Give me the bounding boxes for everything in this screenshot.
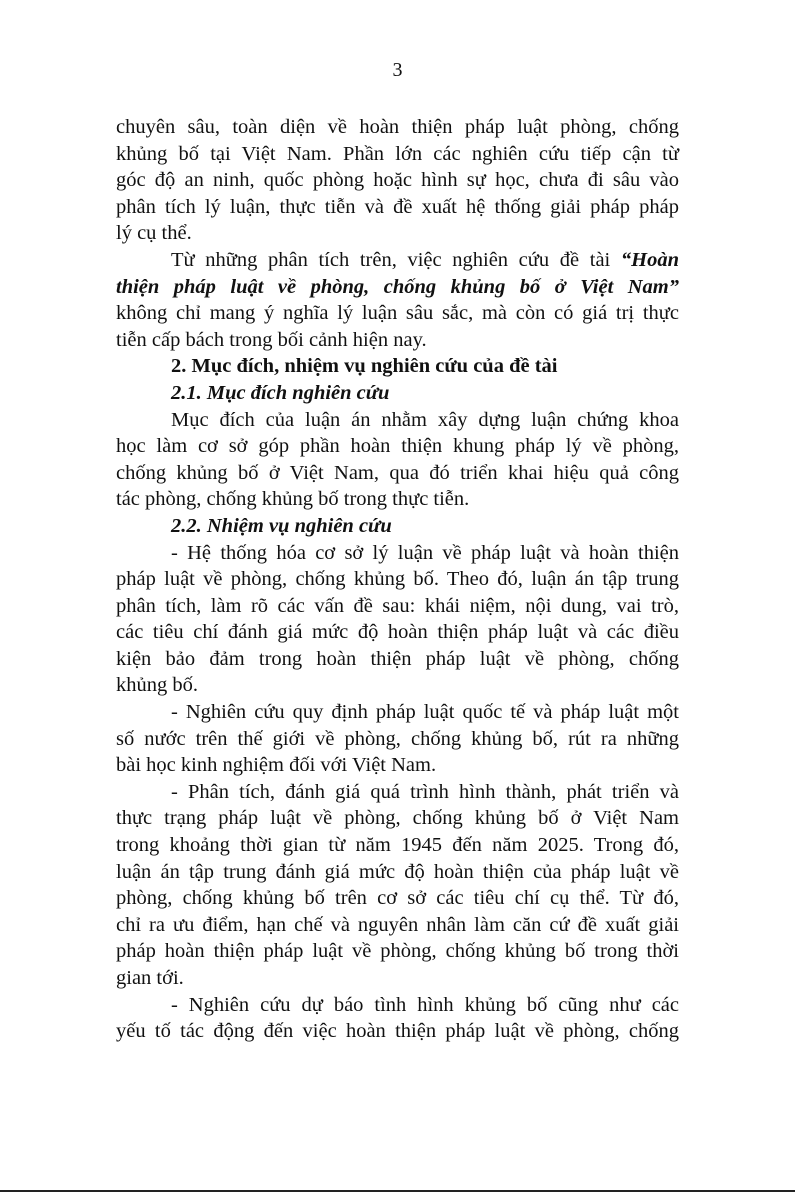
paragraph-task-1 <box>116 540 679 700</box>
text-line: yếu tố tác động đến việc hoàn thiện pháp luật về phòng, chống <box>116 1020 679 1043</box>
paragraph-intro-continuation <box>116 114 679 247</box>
thesis-title-line: thiện pháp luật về phòng, chống khủng bố ở Việt Nam” <box>116 275 679 298</box>
section-heading: 2. Mục đích, nhiệm vụ nghiên cứu của đề tài <box>171 355 558 378</box>
text-line: phân tích, làm rõ các vấn đề sau: khái niệm, nội dung, vai trò, <box>116 594 679 617</box>
subsection-heading-purpose: 2.1. Mục đích nghiên cứu <box>171 381 390 404</box>
paragraph-task-4 <box>116 992 679 1045</box>
text-line: - Nghiên cứu dự báo tình hình khủng bố cũng như các <box>171 993 679 1016</box>
text-line: không chỉ mang ý nghĩa lý luận sâu sắc, mà còn có giá trị thực <box>116 302 679 325</box>
paragraph-task-3 <box>116 779 679 992</box>
text-line: kiện bảo đảm trong hoàn thiện pháp luật về phòng, chống <box>116 647 679 670</box>
thesis-title-part: “Hoàn <box>620 248 679 271</box>
text-line: - Hệ thống hóa cơ sở lý luận về pháp luật và hoàn thiện <box>171 541 679 564</box>
page-number: 3 <box>392 59 403 81</box>
text-line <box>116 247 679 274</box>
text-line: các tiêu chí đánh giá mức độ hoàn thiện pháp luật và các điều <box>116 621 679 644</box>
text-line: chỉ ra ưu điểm, hạn chế và nguyên nhân làm căn cứ đề xuất giải <box>116 913 679 936</box>
text-line: tác phòng, chống khủng bố trong thực tiễn. <box>116 488 470 511</box>
text-line: luận án tập trung đánh giá mức độ hoàn thiện của pháp luật về <box>116 860 679 883</box>
text-line: học làm cơ sở góp phần hoàn thiện khung pháp lý về phòng, <box>116 435 679 458</box>
text-line: tiễn cấp bách trong bối cảnh hiện nay. <box>116 328 427 351</box>
text-line: pháp hoàn thiện pháp luật về phòng, chống khủng bố trong thời <box>116 940 679 963</box>
document-body <box>116 114 679 1045</box>
text-line: thực trạng pháp luật về phòng, chống khủng bố ở Việt Nam <box>116 807 679 830</box>
subsection-heading-tasks: 2.2. Nhiệm vụ nghiên cứu <box>171 514 392 537</box>
text-line: lý cụ thể. <box>116 222 192 245</box>
text-run: Từ những phân tích trên, việc nghiên cứu đề tài <box>171 248 621 271</box>
text-line: - Nghiên cứu quy định pháp luật quốc tế và pháp luật một <box>171 701 679 724</box>
paragraph-task-2 <box>116 699 679 779</box>
text-line: bài học kinh nghiệm đối với Việt Nam. <box>116 754 437 777</box>
text-line: chống khủng bố ở Việt Nam, qua đó triển khai hiệu quả công <box>116 461 679 484</box>
text-line: phân tích lý luận, thực tiễn và đề xuất hệ thống giải pháp pháp <box>116 195 679 218</box>
text-line: pháp luật về phòng, chống khủng bố. Theo đó, luận án tập trung <box>116 568 679 591</box>
text-line: phòng, chống khủng bố trên cơ sở các tiêu chí cụ thể. Từ đó, <box>116 887 679 910</box>
text-line: góc độ an ninh, quốc phòng hoặc hình sự học, chưa đi sâu vào <box>116 169 679 192</box>
text-line: gian tới. <box>116 967 184 989</box>
text-line: trong khoảng thời gian từ năm 1945 đến năm 2025. Trong đó, <box>116 834 679 857</box>
text-line: chuyên sâu, toàn diện về hoàn thiện pháp luật phòng, chống <box>116 116 679 138</box>
text-line: số nước trên thế giới về phòng, chống khủng bố, rút ra những <box>116 727 679 750</box>
text-line: khủng bố. <box>116 674 198 697</box>
paragraph-purpose <box>116 407 679 513</box>
paragraph-topic-rationale <box>116 247 679 353</box>
text-line: Mục đích của luận án nhằm xây dựng luận chứng khoa <box>171 408 679 431</box>
text-line: - Phân tích, đánh giá quá trình hình thành, phát triển và <box>171 780 679 803</box>
text-line: khủng bố tại Việt Nam. Phần lớn các nghiên cứu tiếp cận từ <box>116 142 679 165</box>
